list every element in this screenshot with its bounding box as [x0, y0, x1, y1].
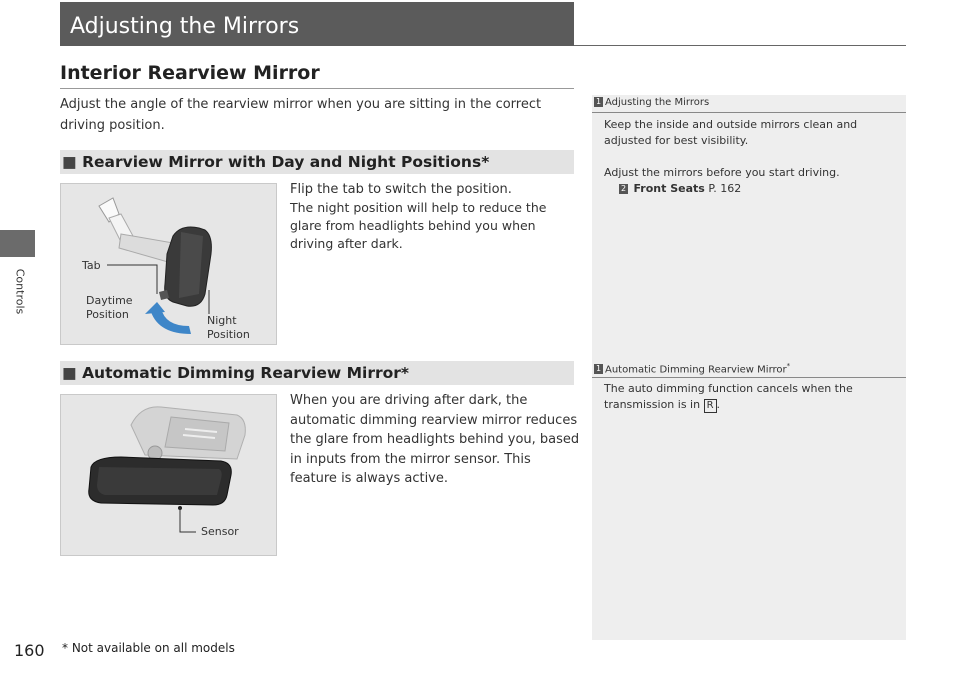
- reference-arrow-icon: 2: [620, 184, 627, 193]
- asterisk: *: [481, 153, 490, 171]
- subsection-title-auto-dimming: ■ Automatic Dimming Rearview Mirror*: [62, 364, 410, 382]
- note-title-adjusting: 1 Adjusting the Mirrors: [595, 97, 710, 108]
- footnote: * Not available on all models: [62, 641, 235, 655]
- chapter-label: Controls: [13, 268, 27, 315]
- label-daytime-line2: Position: [86, 308, 129, 321]
- note-adjusting-p2: Adjust the mirrors before you start driving.: [604, 166, 840, 179]
- page-title: Adjusting the Mirrors: [70, 14, 300, 39]
- note-auto-dimming-text: The auto dimming function cancels when the transmission is in R .: [604, 382, 853, 411]
- day-night-paragraph-1: Flip the tab to switch the position.: [290, 182, 512, 197]
- asterisk: *: [400, 364, 410, 382]
- chapter-tab-marker: [0, 230, 35, 257]
- label-tab: Tab: [82, 259, 101, 272]
- heading-rule: [60, 88, 574, 89]
- note-adjusting-p1: Keep the inside and outside mirrors clean and adjusted for best visibility.: [604, 118, 858, 147]
- label-night-line1: Night: [207, 314, 237, 327]
- title-rule: [574, 45, 906, 46]
- asterisk: *: [786, 362, 791, 370]
- figure-auto-dimming-mirror: [60, 394, 277, 556]
- note-rule: [592, 377, 906, 378]
- figure-day-night-mirror: [60, 183, 277, 345]
- reference-link-front-seats[interactable]: Front Seats: [633, 182, 705, 195]
- intro-text: Adjust the angle of the rearview mirror when you are sitting in the correct driving position.: [60, 97, 542, 133]
- auto-dimming-mirror-illustration: [61, 395, 276, 555]
- section-heading: Interior Rearview Mirror: [60, 62, 320, 84]
- label-daytime-line1: Daytime: [86, 294, 133, 307]
- label-sensor: Sensor: [201, 525, 239, 538]
- square-marker-icon: ■: [62, 153, 77, 171]
- note-marker-icon: 1: [595, 364, 602, 374]
- note-rule: [592, 112, 906, 113]
- reference-page: P. 162: [708, 182, 742, 195]
- note-marker-icon: 1: [595, 97, 602, 106]
- gear-r-key-icon: R: [704, 399, 717, 413]
- subsection-title-day-night: ■ Rearview Mirror with Day and Night Positions*: [62, 153, 490, 171]
- note-reference: [619, 181, 909, 198]
- note-title-auto-dimming: 1 Automatic Dimming Rearview Mirror*: [595, 362, 791, 376]
- auto-dimming-paragraph: When you are driving after dark, the automatic dimming rearview mirror reduces the glare from headlights behind you, based in inputs from the mirror sensor. This feature is always active.: [290, 393, 580, 486]
- page-number: 160: [14, 641, 45, 660]
- day-night-paragraph-2: The night position will help to reduce the glare from headlights behind you when driving after dark.: [290, 200, 547, 251]
- square-marker-icon: ■: [62, 364, 77, 382]
- label-night-line2: Position: [207, 328, 250, 341]
